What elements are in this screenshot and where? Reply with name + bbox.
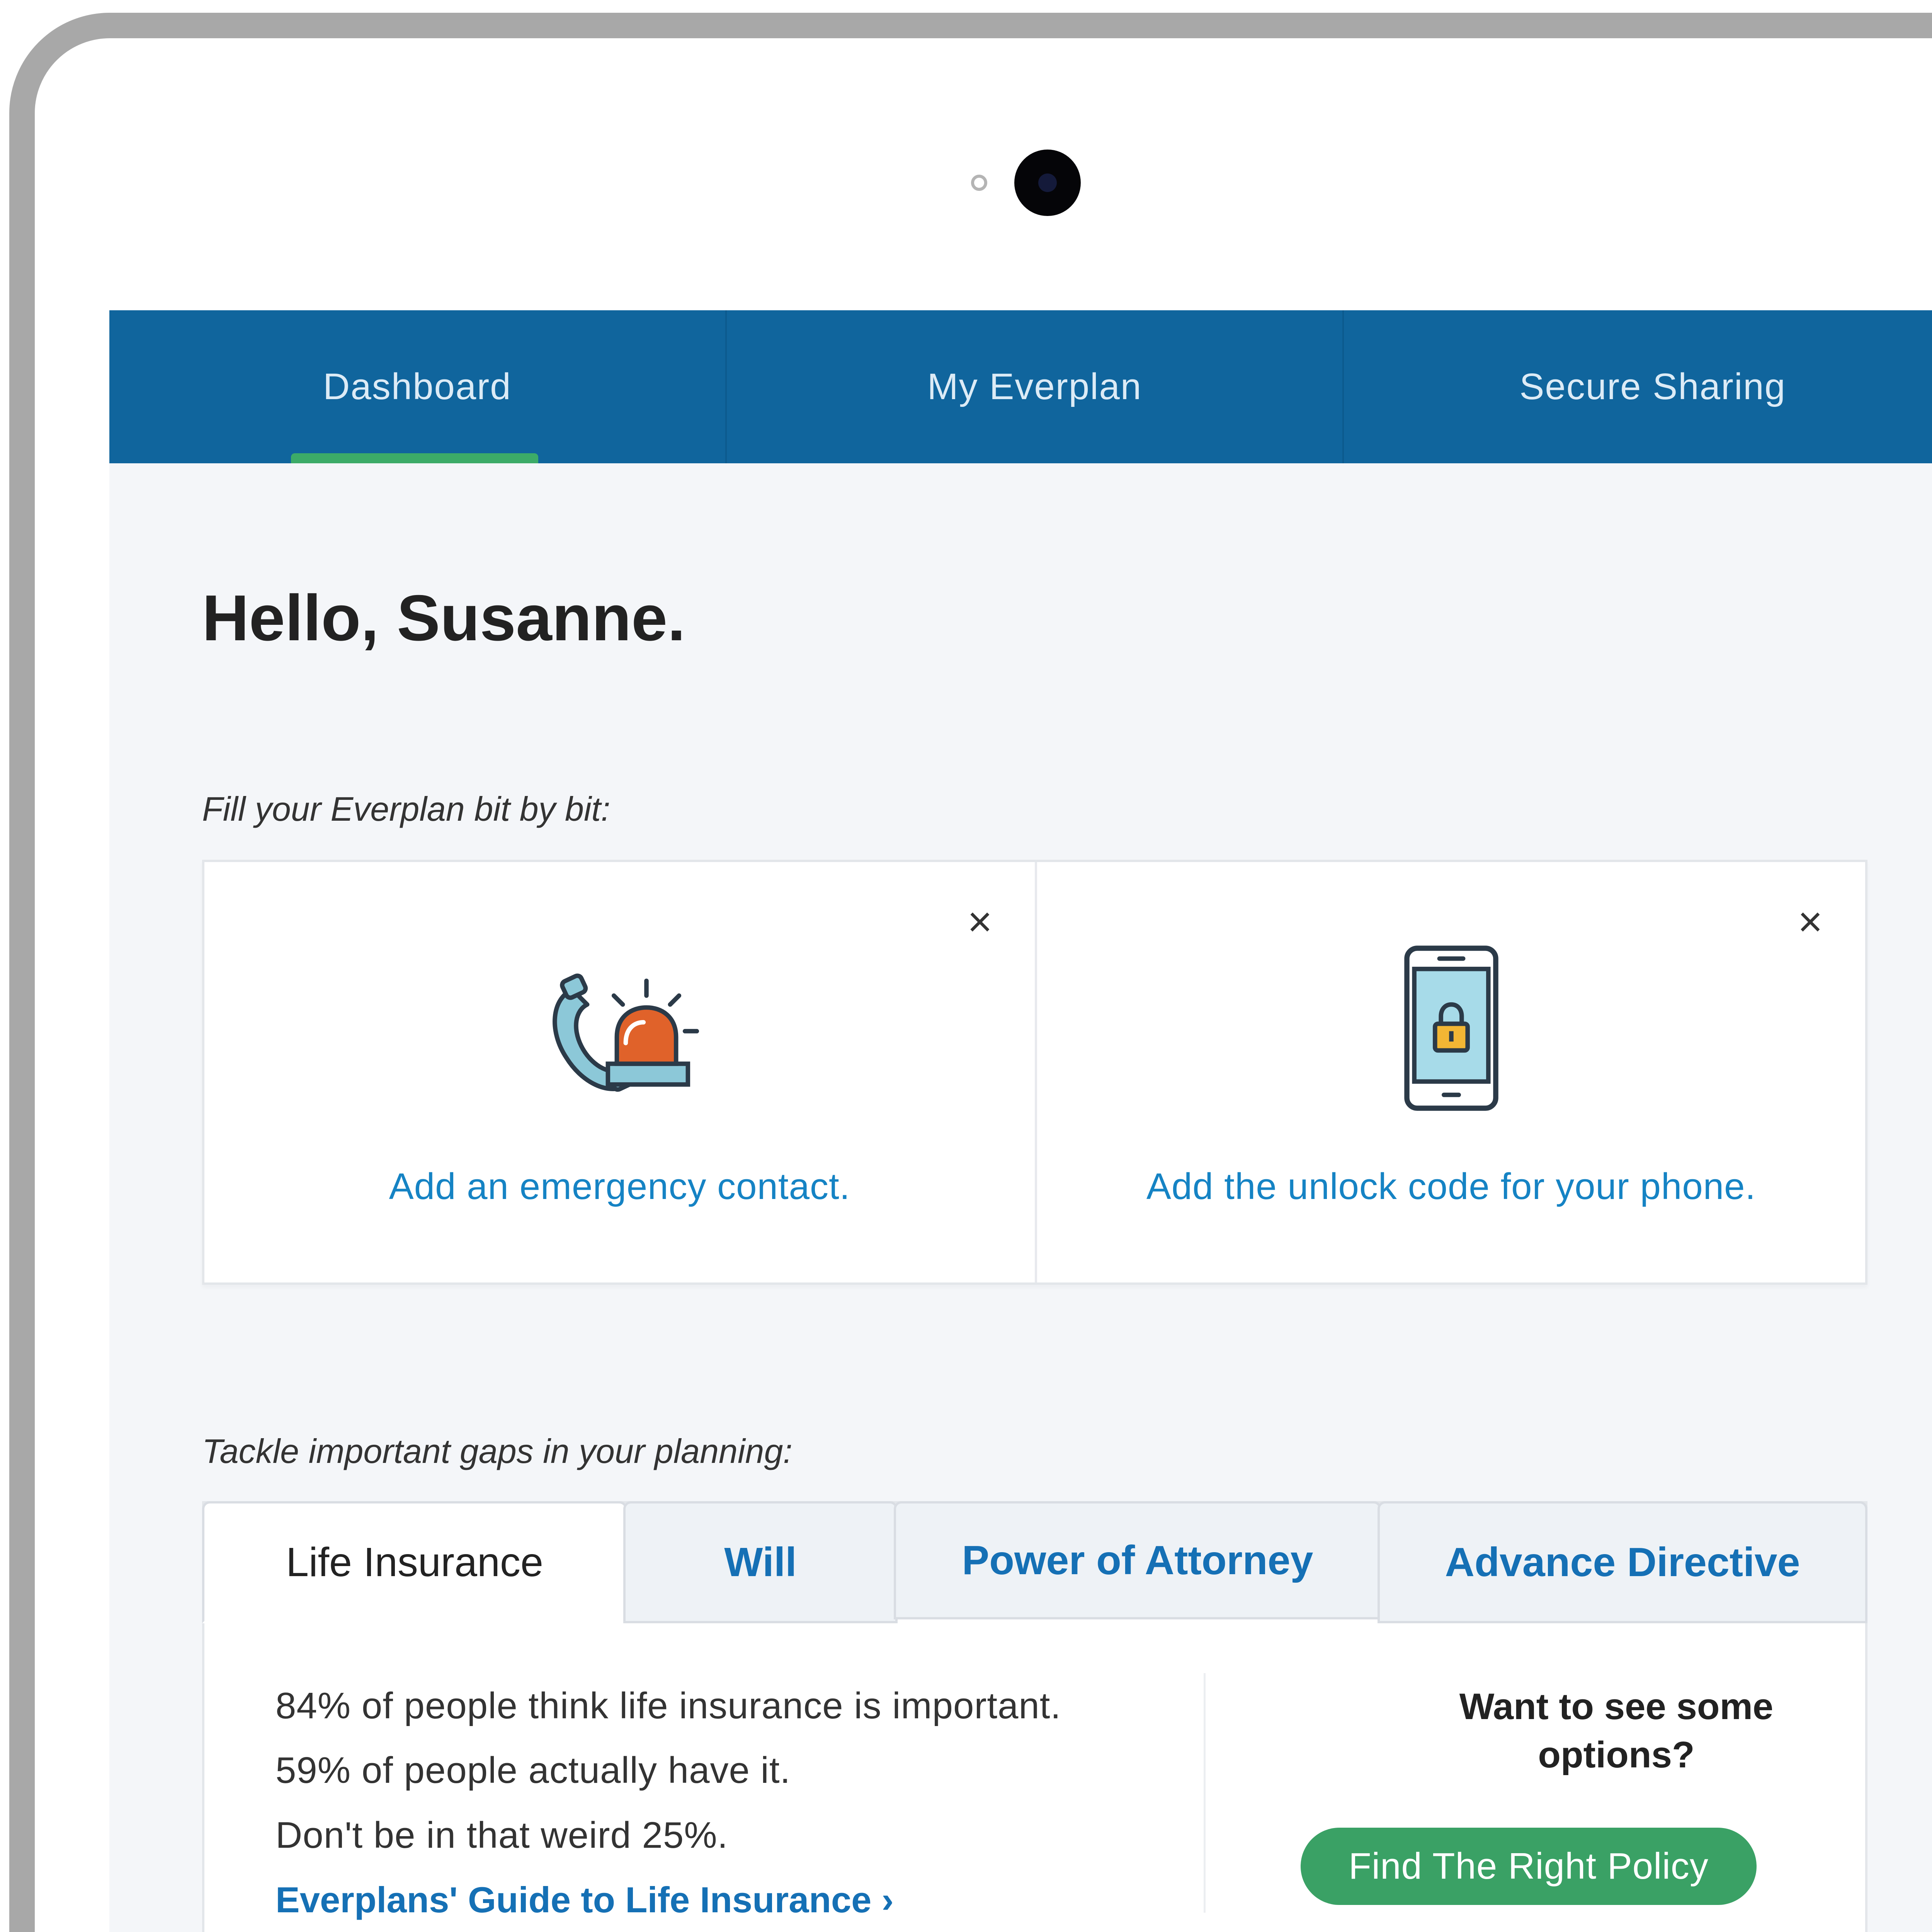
fill-section-label: Fill your Everplan bit by bit: (202, 790, 611, 828)
emergency-contact-link[interactable]: Add an emergency contact. (389, 1166, 850, 1207)
vertical-divider (1204, 1673, 1206, 1913)
camera-lens (1014, 150, 1081, 216)
emergency-phone-siren-icon (531, 939, 709, 1117)
tab-advance-directive[interactable]: Advance Directive (1378, 1501, 1867, 1623)
options-question (1400, 1683, 1833, 1779)
task-cards (202, 860, 1867, 1285)
task-card-phone-unlock (1035, 862, 1865, 1282)
gap-tabs (202, 1501, 1867, 1623)
nav-tab-dashboard[interactable] (109, 310, 727, 463)
nav-tab-label: Dashboard (323, 366, 512, 407)
stat-line: 84% of people think life insurance is important. (276, 1685, 1061, 1726)
close-icon[interactable]: × (1798, 898, 1823, 946)
active-tab-indicator (291, 453, 538, 463)
app-screen (109, 310, 1932, 1932)
nav-tab-label: Secure Sharing (1519, 366, 1786, 407)
options-question-line: options? (1538, 1734, 1695, 1776)
tab-life-insurance[interactable]: Life Insurance (202, 1501, 627, 1623)
nav-tab-secure-sharing[interactable] (1344, 310, 1932, 463)
tab-power-of-attorney[interactable]: Power of Attorney (894, 1501, 1381, 1619)
options-question-line: Want to see some (1459, 1686, 1774, 1727)
stat-line: Don't be in that weird 25%. (276, 1815, 728, 1856)
camera-sensor (971, 175, 987, 191)
stat-line: 59% of people actually have it. (276, 1750, 791, 1791)
nav-tab-label: My Everplan (927, 366, 1142, 407)
nav-tab-my-everplan[interactable] (727, 310, 1344, 463)
page-title: Hello, Susanne. (202, 582, 685, 654)
gaps-section-label: Tackle important gaps in your planning: (202, 1432, 793, 1470)
top-nav (109, 310, 1932, 463)
life-insurance-guide-link[interactable]: Everplans' Guide to Life Insurance › (276, 1879, 894, 1920)
phone-unlock-link[interactable]: Add the unlock code for your phone. (1146, 1166, 1756, 1207)
locked-phone-icon (1362, 939, 1540, 1117)
tab-will[interactable]: Will (623, 1501, 898, 1623)
task-card-emergency-contact (204, 862, 1035, 1282)
find-policy-button[interactable]: Find The Right Policy (1301, 1828, 1757, 1905)
close-icon[interactable]: × (967, 898, 992, 946)
